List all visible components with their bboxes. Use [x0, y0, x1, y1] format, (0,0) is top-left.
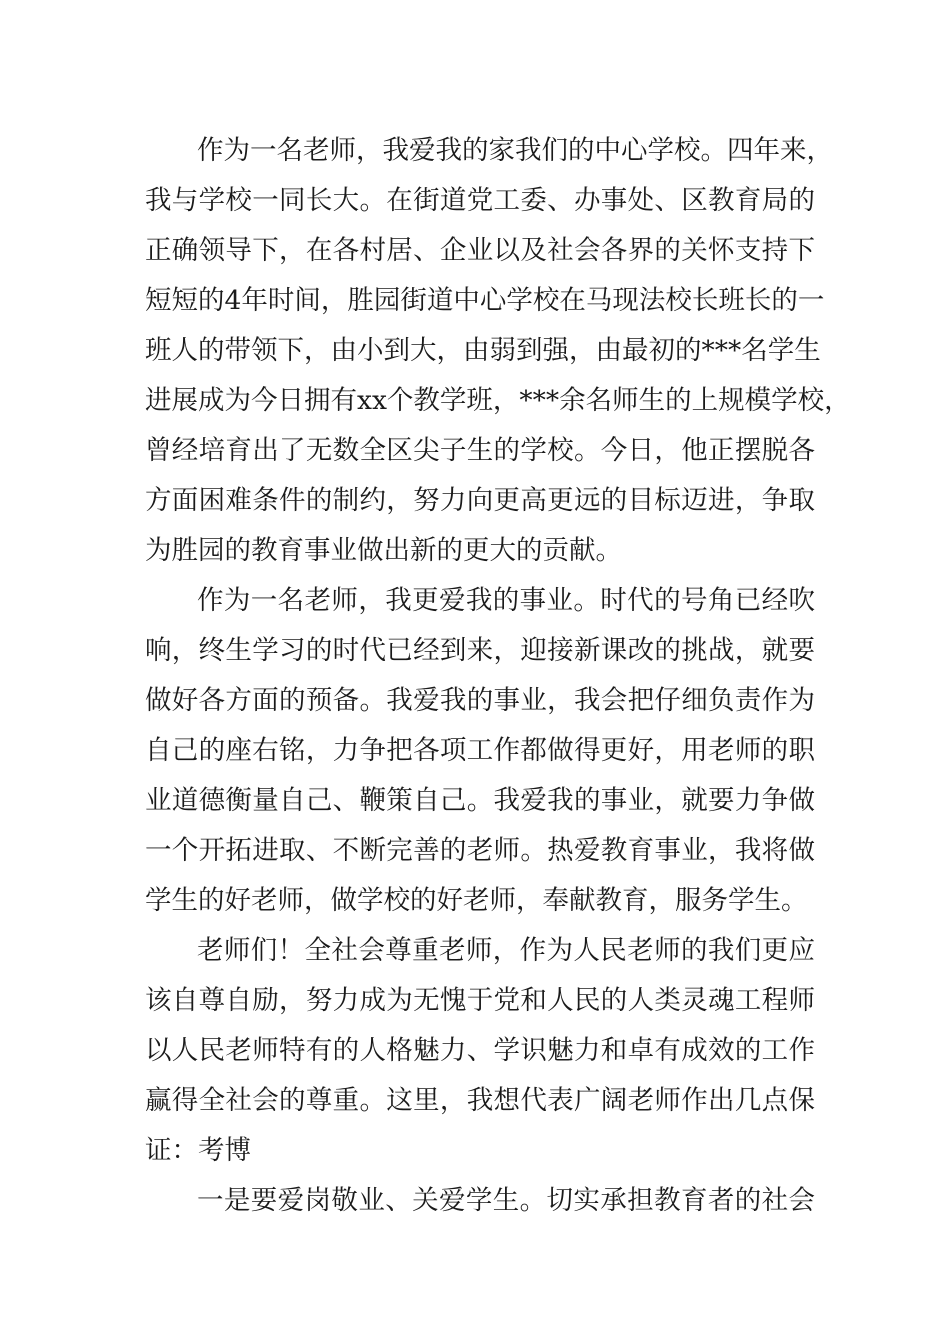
paragraph-1-line-7: 曾经培育出了无数全区尖子生的学校。今日，他正摆脱各	[145, 435, 815, 466]
paragraph-1-line-8: 方面困难条件的制约，努力向更高更远的目标迈进，争取	[145, 485, 815, 516]
paragraph-1-line-5: 班人的带领下，由小到大，由弱到强，由最初的***名学生	[145, 335, 821, 366]
paragraph-3-line-4: 赢得全社会的尊重。这里，我想代表广阔老师作出几点保	[145, 1085, 815, 1116]
paragraph-3-line-3: 以人民老师特有的人格魅力、学识魅力和卓有成效的工作	[145, 1035, 815, 1066]
paragraph-2-line-4: 自己的座右铭，力争把各项工作都做得更好，用老师的职	[145, 735, 815, 766]
paragraph-2-line-1: 作为一名老师，我更爱我的事业。时代的号角已经吹	[197, 585, 815, 616]
paragraph-3-line-5: 证：考博	[145, 1135, 251, 1166]
paragraph-4-line-1: 一是要爱岗敬业、关爱学生。切实承担教育者的社会	[197, 1185, 815, 1216]
paragraph-2-line-6: 一个开拓进取、不断完善的老师。热爱教育事业，我将做	[145, 835, 815, 866]
paragraph-2-line-5: 业道德衡量自己、鞭策自己。我爱我的事业，就要力争做	[145, 785, 815, 816]
paragraph-3-line-2: 该自尊自励，努力成为无愧于党和人民的人类灵魂工程师	[145, 985, 815, 1016]
paragraph-1-line-9: 为胜园的教育事业做出新的更大的贡献。	[145, 535, 622, 566]
paragraph-3-line-1: 老师们！全社会尊重老师，作为人民老师的我们更应	[197, 935, 815, 966]
paragraph-2-line-3: 做好各方面的预备。我爱我的事业，我会把仔细负责作为	[145, 685, 815, 716]
paragraph-2-line-7: 学生的好老师，做学校的好老师，奉献教育，服务学生。	[145, 885, 808, 916]
paragraph-1-line-2: 我与学校一同长大。在街道党工委、办事处、区教育局的	[145, 185, 815, 216]
paragraph-1-line-3: 正确领导下，在各村居、企业以及社会各界的关怀支持下	[145, 235, 815, 266]
paragraph-2-line-2: 响，终生学习的时代已经到来，迎接新课改的挑战，就要	[145, 635, 815, 666]
paragraph-1-line-1: 作为一名老师，我爱我的家我们的中心学校。四年来，	[197, 135, 833, 166]
paragraph-1-line-6: 进展成为今日拥有xx个教学班，***余名师生的上规模学校，	[145, 385, 851, 416]
paragraph-1-line-4: 短短的4年时间，胜园街道中心学校在马现法校长班长的一	[145, 285, 825, 316]
